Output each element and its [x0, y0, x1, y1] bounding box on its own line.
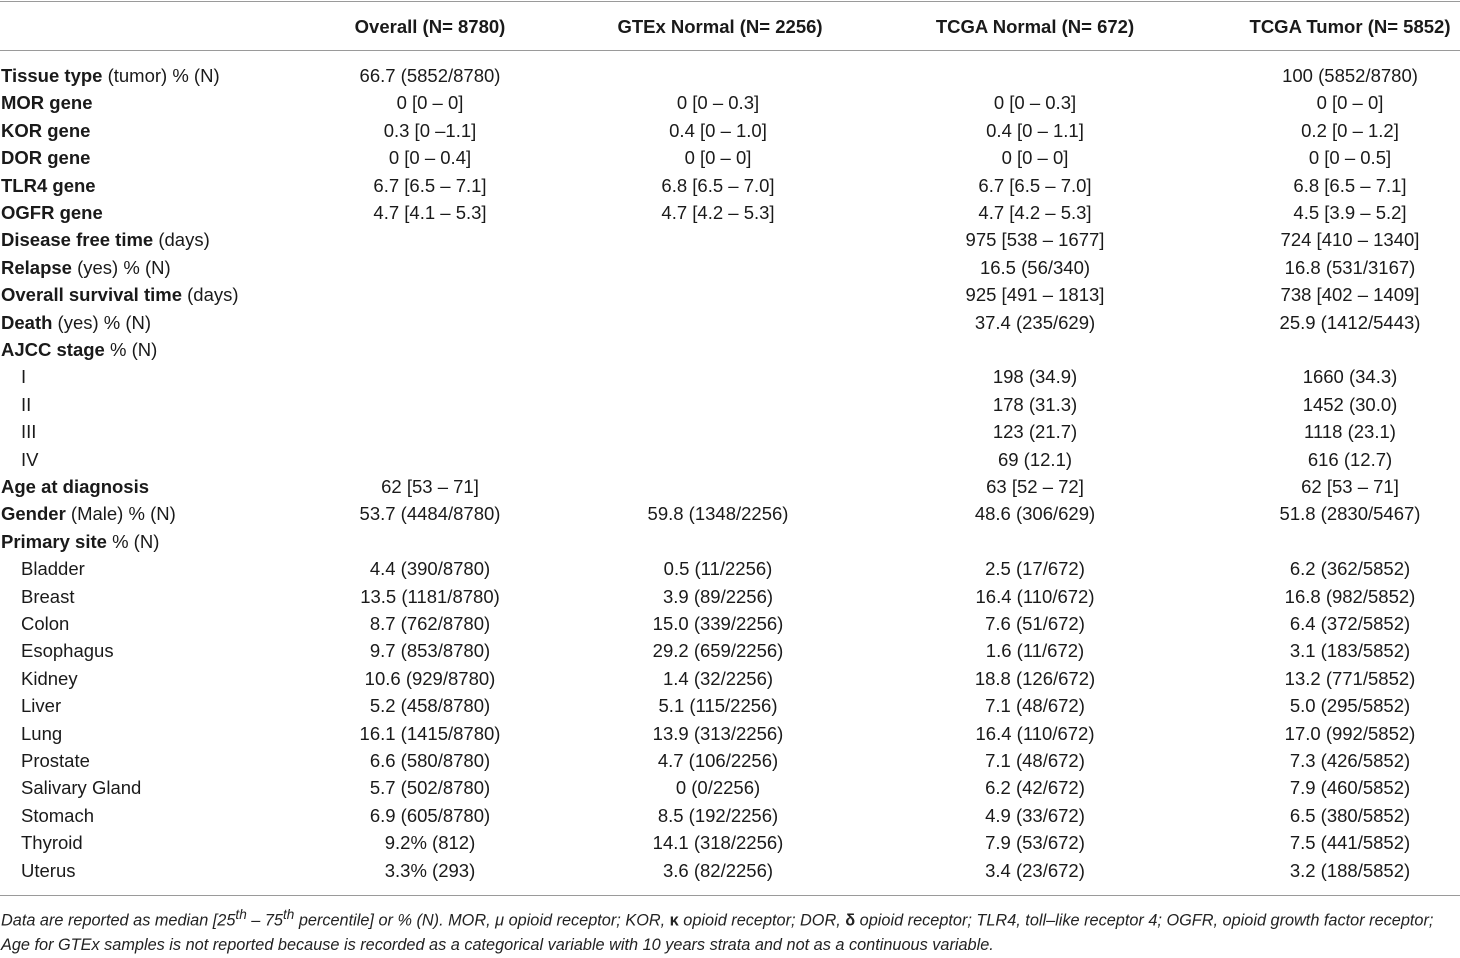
cell-overall: 0 [0 – 0]	[396, 92, 464, 114]
cell-tcga-tumor: 738 [402 – 1409]	[1280, 284, 1420, 306]
cell-tcga-tumor: 3.2 (188/5852)	[1289, 859, 1411, 881]
row-label	[1, 89, 92, 116]
header-cell-tcga-normal: TCGA Normal (N= 672)	[935, 16, 1135, 37]
row-label	[21, 829, 83, 856]
cell-overall: 9.7 (853/8780)	[369, 640, 491, 662]
row-label-suffix: (yes) % (N)	[52, 311, 152, 333]
cell-gtex-normal: 0 [0 – 0.3]	[676, 92, 760, 114]
cell-gtex-normal: 14.1 (318/2256)	[652, 832, 784, 854]
cell-tcga-tumor: 0.2 [0 – 1.2]	[1301, 119, 1399, 141]
row-label-suffix: Colon	[21, 613, 70, 634]
row-label-suffix: I	[21, 366, 27, 388]
table-row	[0, 473, 1460, 500]
row-label-suffix: II	[21, 393, 32, 415]
cell-tcga-tumor: 16.8 (982/5852)	[1284, 585, 1416, 607]
row-label-suffix: (tumor) % (N)	[102, 65, 220, 86]
table-row	[0, 89, 1460, 116]
cell-gtex-normal: 29.2 (659/2256)	[652, 640, 784, 662]
cell-tcga-normal: 6.7 [6.5 – 7.0]	[978, 174, 1092, 196]
row-label-suffix: Stomach	[21, 804, 95, 826]
cell-tcga-tumor: 51.8 (2830/5467)	[1279, 503, 1421, 525]
row-label-suffix: (days)	[182, 284, 239, 306]
cell-tcga-tumor: 724 [410 – 1340]	[1280, 229, 1420, 251]
cell-overall: 5.2 (458/8780)	[369, 695, 491, 717]
row-label	[21, 610, 69, 637]
kappa-symbol: κ	[669, 911, 679, 930]
cell-tcga-tumor: 25.9 (1412/5443)	[1279, 311, 1421, 333]
cell-gtex-normal: 8.5 (192/2256)	[657, 804, 779, 826]
table-row	[0, 665, 1460, 692]
table-row	[0, 363, 1460, 390]
cell-gtex-normal: 6.8 [6.5 – 7.0]	[661, 174, 775, 196]
row-label	[21, 583, 74, 610]
row-label-bold: Primary site	[1, 530, 107, 552]
row-label-suffix: Salivary Gland	[21, 777, 142, 799]
cell-overall: 66.7 (5852/8780)	[359, 65, 501, 86]
bottom-rule	[0, 895, 1460, 896]
cell-tcga-tumor: 62 [53 – 71]	[1301, 476, 1399, 497]
cell-tcga-normal: 48.6 (306/629)	[974, 503, 1096, 525]
cell-tcga-tumor: 5.0 (295/5852)	[1289, 695, 1411, 717]
footnote-text: percentile] or % (N). MOR, μ opioid receptor; KOR,	[294, 911, 670, 930]
cell-tcga-tumor: 6.8 [6.5 – 7.1]	[1293, 174, 1407, 196]
cell-tcga-normal: 6.2 (42/672)	[985, 777, 1085, 799]
row-label	[21, 665, 78, 692]
table-row	[0, 117, 1460, 144]
cell-gtex-normal: 0.5 (11/2256)	[663, 558, 773, 580]
cell-tcga-tumor: 16.8 (531/3167)	[1284, 256, 1416, 278]
cell-tcga-normal: 7.9 (53/672)	[985, 832, 1085, 854]
row-label-suffix: IV	[21, 448, 39, 470]
cell-tcga-tumor: 4.5 [3.9 – 5.2]	[1293, 202, 1407, 223]
row-label	[1, 473, 149, 500]
cell-tcga-normal: 0 [0 – 0.3]	[993, 92, 1077, 114]
table-row	[0, 637, 1460, 664]
cell-tcga-normal: 975 [538 – 1677]	[965, 229, 1105, 251]
row-label	[1, 62, 220, 89]
row-label-bold: MOR gene	[1, 92, 93, 114]
row-label-bold: Relapse	[1, 256, 72, 278]
cell-tcga-normal: 123 (21.7)	[992, 421, 1078, 443]
cell-tcga-tumor: 100 (5852/8780)	[1282, 65, 1418, 86]
table-row	[0, 418, 1460, 445]
cell-overall: 10.6 (929/8780)	[364, 667, 496, 689]
cell-overall: 6.7 [6.5 – 7.1]	[373, 174, 487, 196]
table-row	[0, 281, 1460, 308]
header-rule	[0, 50, 1460, 51]
cell-tcga-tumor: 0 [0 – 0.5]	[1308, 147, 1392, 169]
delta-symbol: δ	[845, 911, 856, 930]
table-row	[0, 500, 1460, 527]
cell-tcga-normal: 63 [52 – 72]	[986, 476, 1084, 497]
table-row	[0, 254, 1460, 281]
cell-tcga-normal: 18.8 (126/672)	[974, 667, 1096, 689]
row-label	[1, 336, 157, 363]
table-row	[0, 336, 1460, 363]
cell-overall: 4.7 [4.1 – 5.3]	[373, 202, 487, 223]
cell-tcga-normal: 7.1 (48/672)	[985, 750, 1085, 771]
cell-overall: 62 [53 – 71]	[381, 476, 479, 497]
row-label	[21, 446, 38, 473]
row-label-bold: Death	[1, 311, 53, 333]
cell-tcga-tumor: 3.1 (183/5852)	[1289, 640, 1411, 662]
header-cell-tcga-tumor: TCGA Tumor (N= 5852)	[1249, 16, 1451, 37]
cell-gtex-normal: 0 [0 – 0]	[684, 147, 752, 169]
footnote-text: – 75	[246, 911, 283, 930]
table-row	[0, 62, 1460, 89]
cell-tcga-normal: 3.4 (23/672)	[985, 859, 1085, 881]
header-cell-overall: Overall (N= 8780)	[354, 16, 506, 37]
row-label-bold: OGFR gene	[1, 202, 103, 223]
cell-overall: 5.7 (502/8780)	[369, 777, 491, 799]
cell-overall: 4.4 (390/8780)	[369, 558, 491, 580]
row-label	[21, 692, 61, 719]
cell-tcga-tumor: 7.5 (441/5852)	[1289, 832, 1411, 854]
row-label	[21, 555, 85, 582]
row-label-bold: Age at diagnosis	[1, 476, 150, 497]
cell-overall: 0.3 [0 –1.1]	[383, 119, 477, 141]
row-label-suffix: (days)	[153, 229, 210, 251]
table-row	[0, 391, 1460, 418]
table-row	[0, 583, 1460, 610]
footnote-superscript: th	[282, 907, 295, 922]
cell-overall: 8.7 (762/8780)	[369, 613, 491, 634]
cell-gtex-normal: 3.6 (82/2256)	[662, 859, 774, 881]
cell-gtex-normal: 5.1 (115/2256)	[658, 695, 778, 717]
table-row	[0, 692, 1460, 719]
cell-gtex-normal: 4.7 (106/2256)	[657, 750, 779, 771]
row-label-bold: Tissue type	[1, 65, 103, 86]
cell-overall: 6.6 (580/8780)	[369, 750, 491, 771]
cell-tcga-normal: 37.4 (235/629)	[974, 311, 1096, 333]
row-label	[1, 309, 151, 336]
row-label	[1, 172, 96, 199]
cell-tcga-normal: 7.6 (51/672)	[985, 613, 1085, 634]
row-label	[21, 857, 76, 884]
cell-tcga-normal: 16.5 (56/340)	[979, 256, 1091, 278]
header-cell-gtex-normal: GTEx Normal (N= 2256)	[617, 16, 823, 37]
row-label	[21, 720, 62, 747]
row-label-suffix: Breast	[21, 585, 75, 607]
row-label	[21, 747, 90, 774]
table-row	[0, 199, 1460, 226]
row-label	[21, 363, 26, 390]
row-label	[1, 226, 210, 253]
cell-tcga-normal: 178 (31.3)	[992, 393, 1078, 415]
row-label-suffix: Prostate	[21, 750, 90, 771]
footnote-text: Data are reported as median [25	[1, 911, 236, 930]
cell-tcga-normal: 0 [0 – 0]	[1001, 147, 1069, 169]
header-row	[0, 12, 1460, 42]
table-row	[0, 802, 1460, 829]
table-row	[0, 528, 1460, 555]
cell-tcga-tumor: 7.9 (460/5852)	[1289, 777, 1411, 799]
row-label	[1, 254, 171, 281]
row-label	[1, 281, 239, 308]
row-label-bold: DOR gene	[1, 147, 91, 169]
cell-tcga-tumor: 1452 (30.0)	[1302, 393, 1398, 415]
cell-tcga-normal: 16.4 (110/672)	[975, 585, 1095, 607]
footnote-text: opioid receptor; TLR4, toll–like receptor 4; OGFR, opioid growth factor receptor; Age for GTEx samples is not reported because is recorded as a categorical variable with 10 years strata and not as a continuous variable.	[1, 911, 1434, 955]
cell-tcga-normal: 198 (34.9)	[992, 366, 1078, 388]
cell-gtex-normal: 0 (0/2256)	[675, 777, 761, 799]
row-label	[1, 117, 90, 144]
row-label	[1, 500, 176, 527]
cell-tcga-tumor: 6.4 (372/5852)	[1289, 613, 1411, 634]
cell-tcga-tumor: 616 (12.7)	[1307, 448, 1393, 470]
table-row	[0, 446, 1460, 473]
row-label-bold: TLR4 gene	[1, 174, 96, 196]
row-label	[21, 391, 31, 418]
cell-tcga-normal: 2.5 (17/672)	[985, 558, 1085, 580]
row-label-suffix: Kidney	[21, 667, 78, 689]
table-row	[0, 610, 1460, 637]
row-label	[21, 418, 36, 445]
row-label-suffix: % (N)	[104, 339, 158, 360]
row-label-suffix: III	[21, 421, 37, 443]
cell-gtex-normal: 1.4 (32/2256)	[662, 667, 774, 689]
cell-overall: 9.2% (812)	[384, 832, 476, 854]
table-row	[0, 226, 1460, 253]
row-label-suffix: (yes) % (N)	[71, 256, 171, 278]
table-footnote	[1, 902, 1457, 958]
cell-tcga-normal: 4.9 (33/672)	[985, 804, 1085, 826]
cell-gtex-normal: 4.7 [4.2 – 5.3]	[661, 202, 775, 223]
cell-gtex-normal: 0.4 [0 – 1.0]	[669, 119, 767, 141]
cell-gtex-normal: 13.9 (313/2256)	[652, 722, 784, 744]
cell-tcga-tumor: 6.5 (380/5852)	[1289, 804, 1411, 826]
cell-tcga-tumor: 1660 (34.3)	[1302, 366, 1398, 388]
cell-gtex-normal: 3.9 (89/2256)	[662, 585, 774, 607]
row-label-suffix: Liver	[21, 695, 62, 717]
row-label-suffix: Bladder	[21, 558, 85, 580]
top-rule	[0, 1, 1460, 2]
cell-tcga-tumor: 13.2 (771/5852)	[1284, 667, 1416, 689]
cell-tcga-normal: 69 (12.1)	[997, 448, 1073, 470]
row-label-suffix: Thyroid	[21, 832, 83, 854]
footnote-superscript: th	[235, 907, 247, 922]
row-label-bold: AJCC stage	[1, 339, 105, 360]
row-label-suffix: Uterus	[21, 859, 76, 881]
cell-tcga-tumor: 6.2 (362/5852)	[1289, 558, 1411, 580]
row-label-bold: Overall survival time	[1, 284, 182, 306]
cell-tcga-tumor: 7.3 (426/5852)	[1289, 750, 1411, 771]
row-label	[21, 774, 141, 801]
table-row	[0, 857, 1460, 884]
cell-overall: 53.7 (4484/8780)	[359, 503, 501, 525]
row-label	[1, 199, 103, 226]
cell-tcga-normal: 925 [491 – 1813]	[965, 284, 1105, 306]
row-label	[21, 637, 114, 664]
cell-gtex-normal: 15.0 (339/2256)	[652, 613, 784, 634]
table-row	[0, 144, 1460, 171]
row-label-bold: Disease free time	[1, 229, 154, 251]
cell-tcga-normal: 7.1 (48/672)	[985, 695, 1085, 717]
row-label	[1, 528, 159, 555]
row-label-suffix: Esophagus	[21, 640, 114, 662]
cell-tcga-normal: 16.4 (110/672)	[975, 722, 1095, 744]
row-label	[21, 802, 94, 829]
cell-tcga-normal: 1.6 (11/672)	[985, 640, 1085, 662]
table-row	[0, 555, 1460, 582]
cell-tcga-tumor: 1118 (23.1)	[1304, 421, 1396, 443]
row-label-suffix: Lung	[21, 722, 63, 744]
table-row	[0, 829, 1460, 856]
cell-tcga-tumor: 0 [0 – 0]	[1316, 92, 1384, 114]
row-label-suffix: (Male) % (N)	[65, 503, 176, 525]
cell-overall: 13.5 (1181/8780)	[360, 585, 500, 607]
footnote-text: opioid receptor; DOR,	[678, 911, 846, 930]
cell-overall: 6.9 (605/8780)	[369, 804, 491, 826]
table-row	[0, 774, 1460, 801]
cell-tcga-normal: 4.7 [4.2 – 5.3]	[978, 202, 1092, 223]
cell-tcga-tumor: 17.0 (992/5852)	[1284, 722, 1416, 744]
row-label-bold: KOR gene	[1, 119, 91, 141]
table-row	[0, 747, 1460, 774]
table-row	[0, 172, 1460, 199]
row-label-suffix: % (N)	[106, 530, 160, 552]
cell-tcga-normal: 0.4 [0 – 1.1]	[986, 119, 1084, 141]
cell-overall: 3.3% (293)	[384, 859, 476, 881]
cell-overall: 0 [0 – 0.4]	[388, 147, 472, 169]
cell-overall: 16.1 (1415/8780)	[359, 722, 501, 744]
row-label	[1, 144, 90, 171]
row-label-bold: Gender	[1, 503, 66, 525]
cell-gtex-normal: 59.8 (1348/2256)	[647, 503, 789, 525]
table-row	[0, 309, 1460, 336]
table-row	[0, 720, 1460, 747]
